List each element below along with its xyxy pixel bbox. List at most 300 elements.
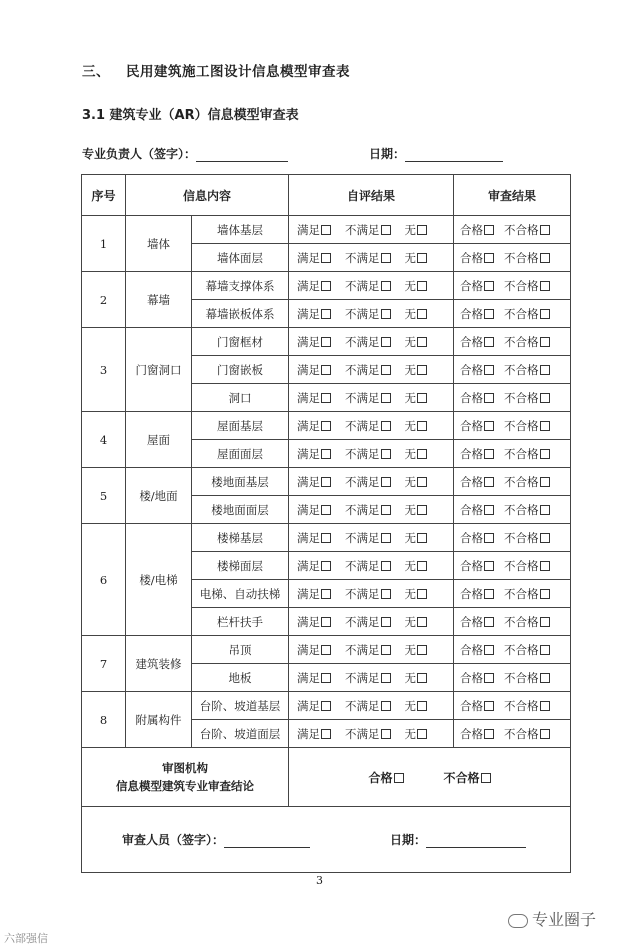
- checkbox-icon[interactable]: [381, 505, 391, 515]
- none-option[interactable]: [405, 446, 428, 462]
- checkbox-icon[interactable]: [540, 505, 550, 515]
- checkbox-icon[interactable]: [417, 645, 427, 655]
- review-cell: [454, 328, 571, 356]
- checkbox-icon[interactable]: [381, 309, 391, 319]
- self-eval-cell: [289, 608, 454, 636]
- review-cell: [454, 384, 571, 412]
- checkbox-icon[interactable]: [381, 449, 391, 459]
- checkbox-icon[interactable]: [484, 673, 494, 683]
- reviewer-sign-cell: [82, 807, 571, 873]
- checkbox-icon[interactable]: [321, 589, 331, 599]
- pass-option-label: 合格: [460, 418, 484, 433]
- none-option[interactable]: [405, 614, 428, 630]
- satisfied-option-label: 满足: [297, 726, 321, 741]
- checkbox-icon[interactable]: [484, 337, 494, 347]
- fail-option[interactable]: [504, 222, 550, 238]
- fail-option-label: 不合格: [504, 222, 539, 237]
- checkbox-icon[interactable]: [484, 365, 494, 375]
- category-name: 门窗洞口: [126, 328, 192, 412]
- fail-option[interactable]: [504, 530, 550, 546]
- pass-option[interactable]: [460, 670, 494, 686]
- checkbox-icon[interactable]: [540, 617, 550, 627]
- none-option[interactable]: [405, 698, 428, 714]
- pass-option-label: 合格: [460, 474, 484, 489]
- unsatisfied-option[interactable]: [345, 390, 391, 406]
- fail-option[interactable]: [504, 614, 550, 630]
- satisfied-option[interactable]: [297, 306, 331, 322]
- none-option[interactable]: [405, 726, 428, 742]
- checkbox-icon[interactable]: [417, 365, 427, 375]
- checkbox-icon[interactable]: [484, 477, 494, 487]
- satisfied-option-label: 满足: [297, 474, 321, 489]
- fail-option[interactable]: [504, 586, 550, 602]
- checkbox-icon[interactable]: [417, 477, 427, 487]
- checkbox-icon[interactable]: [321, 225, 331, 235]
- lead-date-line[interactable]: [405, 149, 503, 162]
- checkbox-icon[interactable]: [484, 393, 494, 403]
- checkbox-icon[interactable]: [540, 561, 550, 571]
- pass-option-label: 合格: [460, 670, 484, 685]
- fail-option[interactable]: [504, 334, 550, 350]
- pass-option-label: 合格: [460, 446, 484, 461]
- checkbox-icon[interactable]: [417, 393, 427, 403]
- fail-option[interactable]: [504, 558, 550, 574]
- satisfied-option-label: 满足: [297, 390, 321, 405]
- unsatisfied-option-label: 不满足: [345, 698, 380, 713]
- checkbox-icon[interactable]: [540, 645, 550, 655]
- unsatisfied-option[interactable]: [345, 586, 391, 602]
- section-title: 民用建筑施工图设计信息模型审查表: [126, 64, 350, 80]
- table-row: [82, 636, 571, 664]
- checkbox-icon[interactable]: [417, 309, 427, 319]
- none-option[interactable]: [405, 474, 428, 490]
- lead-signature-line[interactable]: [196, 149, 288, 162]
- fail-option[interactable]: [504, 726, 550, 742]
- reviewer-signature-line[interactable]: [224, 835, 310, 848]
- table-row: [82, 216, 571, 244]
- none-option[interactable]: [405, 530, 428, 546]
- table-row: [82, 524, 571, 552]
- fail-option[interactable]: [504, 278, 550, 294]
- review-cell: [454, 440, 571, 468]
- table-row: [82, 692, 571, 720]
- none-option[interactable]: [405, 306, 428, 322]
- checkbox-icon[interactable]: [484, 617, 494, 627]
- checkbox-icon[interactable]: [321, 477, 331, 487]
- pass-option[interactable]: [460, 530, 494, 546]
- pass-option-label: 合格: [460, 726, 484, 741]
- category-name: 楼/地面: [126, 468, 192, 524]
- fail-option-label: 不合格: [504, 250, 539, 265]
- none-option-label: 无: [404, 530, 417, 545]
- self-eval-cell: [289, 244, 454, 272]
- checkbox-icon[interactable]: [540, 589, 550, 599]
- checkbox-icon[interactable]: [381, 421, 391, 431]
- checkbox-icon[interactable]: [484, 533, 494, 543]
- unsatisfied-option[interactable]: [345, 698, 391, 714]
- pass-option[interactable]: [460, 586, 494, 602]
- unsatisfied-option[interactable]: [345, 222, 391, 238]
- satisfied-option[interactable]: [297, 334, 331, 350]
- none-option-label: 无: [404, 222, 417, 237]
- checkbox-icon[interactable]: [321, 701, 331, 711]
- none-option[interactable]: [405, 558, 428, 574]
- pass-option-label: 合格: [460, 390, 484, 405]
- pass-option[interactable]: [460, 614, 494, 630]
- checkbox-icon[interactable]: [484, 253, 494, 263]
- pass-option[interactable]: [460, 642, 494, 658]
- conclusion-fail-option[interactable]: [444, 769, 491, 786]
- category-name: 屋面: [126, 412, 192, 468]
- fail-option[interactable]: [504, 502, 550, 518]
- checkbox-icon[interactable]: [381, 729, 391, 739]
- fail-option-label: 不合格: [504, 698, 539, 713]
- header-index: 序号: [82, 175, 126, 216]
- checkbox-icon[interactable]: [540, 337, 550, 347]
- table-row: [82, 412, 571, 440]
- item-name: 栏杆扶手: [192, 608, 289, 636]
- item-name: 电梯、自动扶梯: [192, 580, 289, 608]
- fail-option-label: 不合格: [504, 446, 539, 461]
- unsatisfied-option-label: 不满足: [345, 502, 380, 517]
- none-option[interactable]: [405, 642, 428, 658]
- row-index: 5: [82, 468, 126, 524]
- lead-date: [369, 145, 503, 162]
- fail-option[interactable]: [504, 418, 550, 434]
- lead-signature: [82, 145, 288, 162]
- checkbox-icon[interactable]: [417, 561, 427, 571]
- header-review: 审查结果: [454, 175, 571, 216]
- checkbox-icon[interactable]: [540, 421, 550, 431]
- checkbox-icon[interactable]: [381, 673, 391, 683]
- checkbox-icon[interactable]: [484, 225, 494, 235]
- checkbox-icon[interactable]: [484, 701, 494, 711]
- fail-option-label: 不合格: [504, 390, 539, 405]
- checkbox-icon[interactable]: [381, 225, 391, 235]
- pass-option[interactable]: [460, 278, 494, 294]
- satisfied-option[interactable]: [297, 502, 331, 518]
- pass-option-label: 合格: [460, 614, 484, 629]
- checkbox-icon[interactable]: [381, 253, 391, 263]
- chat-bubble-icon: [508, 914, 528, 928]
- pass-option-label: 合格: [460, 334, 484, 349]
- unsatisfied-option-label: 不满足: [345, 530, 380, 545]
- pass-option[interactable]: [460, 698, 494, 714]
- self-eval-cell: [289, 412, 454, 440]
- checkbox-icon[interactable]: [321, 393, 331, 403]
- none-option[interactable]: [405, 250, 428, 266]
- none-option[interactable]: [405, 390, 428, 406]
- unsatisfied-option[interactable]: [345, 418, 391, 434]
- checkbox-icon[interactable]: [484, 505, 494, 515]
- checkbox-icon[interactable]: [321, 309, 331, 319]
- table-row: [82, 468, 571, 496]
- checkbox-icon[interactable]: [321, 561, 331, 571]
- checkbox-icon[interactable]: [417, 533, 427, 543]
- unsatisfied-option-label: 不满足: [345, 278, 380, 293]
- item-name: 屋面面层: [192, 440, 289, 468]
- checkbox-icon[interactable]: [381, 281, 391, 291]
- checkbox-icon[interactable]: [540, 309, 550, 319]
- satisfied-option[interactable]: [297, 222, 331, 238]
- pass-option[interactable]: [460, 362, 494, 378]
- satisfied-option-label: 满足: [297, 306, 321, 321]
- checkbox-icon[interactable]: [381, 393, 391, 403]
- category-name: 墙体: [126, 216, 192, 272]
- checkbox-icon[interactable]: [481, 773, 491, 783]
- section-heading: [82, 60, 350, 80]
- item-name: 楼梯面层: [192, 552, 289, 580]
- checkbox-icon[interactable]: [540, 729, 550, 739]
- pass-option[interactable]: [460, 334, 494, 350]
- checkbox-icon[interactable]: [321, 729, 331, 739]
- checkbox-icon[interactable]: [540, 393, 550, 403]
- none-option-label: 无: [404, 642, 417, 657]
- checkbox-icon[interactable]: [417, 281, 427, 291]
- checkbox-icon[interactable]: [417, 729, 427, 739]
- fail-option[interactable]: [504, 670, 550, 686]
- satisfied-option[interactable]: [297, 530, 331, 546]
- checkbox-icon[interactable]: [484, 645, 494, 655]
- unsatisfied-option[interactable]: [345, 502, 391, 518]
- review-cell: [454, 720, 571, 748]
- checkbox-icon[interactable]: [484, 729, 494, 739]
- checkbox-icon[interactable]: [321, 449, 331, 459]
- pass-option[interactable]: [460, 446, 494, 462]
- fail-option[interactable]: [504, 362, 550, 378]
- pass-option[interactable]: [460, 222, 494, 238]
- fail-option[interactable]: [504, 250, 550, 266]
- satisfied-option[interactable]: [297, 418, 331, 434]
- conclusion-options: [289, 748, 571, 807]
- review-cell: [454, 216, 571, 244]
- none-option[interactable]: [405, 278, 428, 294]
- none-option[interactable]: [405, 222, 428, 238]
- satisfied-option[interactable]: [297, 362, 331, 378]
- row-index: 4: [82, 412, 126, 468]
- none-option[interactable]: [405, 334, 428, 350]
- unsatisfied-option[interactable]: [345, 446, 391, 462]
- unsatisfied-option[interactable]: [345, 642, 391, 658]
- checkbox-icon[interactable]: [381, 701, 391, 711]
- reviewer-date-line[interactable]: [426, 835, 526, 848]
- pass-option[interactable]: [460, 418, 494, 434]
- reviewer-sign-row: [82, 807, 571, 873]
- checkbox-icon[interactable]: [484, 561, 494, 571]
- unsatisfied-option[interactable]: [345, 530, 391, 546]
- conclusion-line2: 信息模型建筑专业审查结论: [116, 779, 254, 793]
- checkbox-icon[interactable]: [417, 589, 427, 599]
- checkbox-icon[interactable]: [381, 589, 391, 599]
- fail-option[interactable]: [504, 474, 550, 490]
- unsatisfied-option-label: 不满足: [345, 334, 380, 349]
- checkbox-icon[interactable]: [381, 477, 391, 487]
- self-eval-cell: [289, 468, 454, 496]
- satisfied-option[interactable]: [297, 642, 331, 658]
- unsatisfied-option[interactable]: [345, 250, 391, 266]
- checkbox-icon[interactable]: [394, 773, 404, 783]
- checkbox-icon[interactable]: [417, 337, 427, 347]
- checkbox-icon[interactable]: [381, 533, 391, 543]
- watermark-brand-text: 专业圈子: [532, 910, 597, 929]
- review-cell: [454, 524, 571, 552]
- checkbox-icon[interactable]: [321, 421, 331, 431]
- checkbox-icon[interactable]: [417, 421, 427, 431]
- review-cell: [454, 300, 571, 328]
- checkbox-icon[interactable]: [417, 505, 427, 515]
- checkbox-icon[interactable]: [484, 281, 494, 291]
- unsatisfied-option[interactable]: [345, 726, 391, 742]
- fail-option-label: 不合格: [504, 474, 539, 489]
- unsatisfied-option-label: 不满足: [345, 390, 380, 405]
- none-option[interactable]: [405, 362, 428, 378]
- self-eval-cell: [289, 580, 454, 608]
- conclusion-label: [82, 748, 289, 807]
- unsatisfied-option[interactable]: [345, 362, 391, 378]
- review-cell: [454, 496, 571, 524]
- pass-option-label: 合格: [460, 586, 484, 601]
- unsatisfied-option[interactable]: [345, 334, 391, 350]
- fail-option[interactable]: [504, 698, 550, 714]
- satisfied-option[interactable]: [297, 250, 331, 266]
- satisfied-option[interactable]: [297, 586, 331, 602]
- pass-option[interactable]: [460, 390, 494, 406]
- pass-option-label: 合格: [460, 250, 484, 265]
- fail-option[interactable]: [504, 390, 550, 406]
- none-option[interactable]: [405, 670, 428, 686]
- checkbox-icon[interactable]: [417, 617, 427, 627]
- category-name: 附属构件: [126, 692, 192, 748]
- pass-option-label: 合格: [460, 502, 484, 517]
- unsatisfied-option[interactable]: [345, 558, 391, 574]
- pass-option[interactable]: [460, 306, 494, 322]
- fail-option-label: 不合格: [504, 530, 539, 545]
- checkbox-icon[interactable]: [321, 337, 331, 347]
- pass-option[interactable]: [460, 502, 494, 518]
- checkbox-icon[interactable]: [321, 645, 331, 655]
- satisfied-option-label: 满足: [297, 250, 321, 265]
- self-eval-cell: [289, 524, 454, 552]
- satisfied-option[interactable]: [297, 446, 331, 462]
- checkbox-icon[interactable]: [417, 225, 427, 235]
- unsatisfied-option[interactable]: [345, 614, 391, 630]
- checkbox-icon[interactable]: [484, 421, 494, 431]
- checkbox-icon[interactable]: [540, 281, 550, 291]
- unsatisfied-option[interactable]: [345, 474, 391, 490]
- satisfied-option[interactable]: [297, 698, 331, 714]
- review-cell: [454, 552, 571, 580]
- checkbox-icon[interactable]: [417, 701, 427, 711]
- conclusion-pass-option[interactable]: [369, 769, 404, 786]
- checkbox-icon[interactable]: [417, 673, 427, 683]
- pass-option[interactable]: [460, 726, 494, 742]
- checkbox-icon[interactable]: [540, 673, 550, 683]
- satisfied-option[interactable]: [297, 670, 331, 686]
- checkbox-icon[interactable]: [540, 365, 550, 375]
- none-option[interactable]: [405, 586, 428, 602]
- checkbox-icon[interactable]: [321, 533, 331, 543]
- satisfied-option[interactable]: [297, 558, 331, 574]
- unsatisfied-option-label: 不满足: [345, 558, 380, 573]
- pass-option[interactable]: [460, 250, 494, 266]
- pass-option-label: 合格: [460, 278, 484, 293]
- pass-option-label: 合格: [460, 698, 484, 713]
- fail-option-label: 不合格: [504, 502, 539, 517]
- none-option-label: 无: [404, 558, 417, 573]
- fail-option[interactable]: [504, 306, 550, 322]
- self-eval-cell: [289, 384, 454, 412]
- review-cell: [454, 356, 571, 384]
- checkbox-icon[interactable]: [540, 225, 550, 235]
- none-option-label: 无: [404, 418, 417, 433]
- checkbox-icon[interactable]: [484, 309, 494, 319]
- unsatisfied-option[interactable]: [345, 278, 391, 294]
- checkbox-icon[interactable]: [417, 253, 427, 263]
- item-name: 墙体面层: [192, 244, 289, 272]
- header-content: 信息内容: [126, 175, 289, 216]
- unsatisfied-option-label: 不满足: [345, 614, 380, 629]
- none-option[interactable]: [405, 502, 428, 518]
- checkbox-icon[interactable]: [381, 645, 391, 655]
- satisfied-option-label: 满足: [297, 446, 321, 461]
- unsatisfied-option[interactable]: [345, 306, 391, 322]
- checkbox-icon[interactable]: [484, 589, 494, 599]
- none-option[interactable]: [405, 418, 428, 434]
- checkbox-icon[interactable]: [540, 701, 550, 711]
- checkbox-icon[interactable]: [540, 477, 550, 487]
- checkbox-icon[interactable]: [321, 673, 331, 683]
- satisfied-option[interactable]: [297, 278, 331, 294]
- item-name: 门窗嵌板: [192, 356, 289, 384]
- checkbox-icon[interactable]: [381, 617, 391, 627]
- checkbox-icon[interactable]: [321, 281, 331, 291]
- none-option-label: 无: [404, 446, 417, 461]
- satisfied-option[interactable]: [297, 726, 331, 742]
- satisfied-option-label: 满足: [297, 530, 321, 545]
- pass-option[interactable]: [460, 474, 494, 490]
- row-index: 8: [82, 692, 126, 748]
- checkbox-icon[interactable]: [540, 253, 550, 263]
- page-number: 3: [316, 874, 323, 887]
- fail-option-label: 不合格: [504, 670, 539, 685]
- satisfied-option[interactable]: [297, 614, 331, 630]
- checkbox-icon[interactable]: [381, 561, 391, 571]
- row-index: 3: [82, 328, 126, 412]
- none-option-label: 无: [404, 614, 417, 629]
- pass-option[interactable]: [460, 558, 494, 574]
- fail-option[interactable]: [504, 642, 550, 658]
- satisfied-option[interactable]: [297, 474, 331, 490]
- checkbox-icon[interactable]: [321, 505, 331, 515]
- checkbox-icon[interactable]: [381, 365, 391, 375]
- checkbox-icon[interactable]: [381, 337, 391, 347]
- unsatisfied-option[interactable]: [345, 670, 391, 686]
- satisfied-option[interactable]: [297, 390, 331, 406]
- checkbox-icon[interactable]: [540, 533, 550, 543]
- checkbox-icon[interactable]: [321, 253, 331, 263]
- fail-option[interactable]: [504, 446, 550, 462]
- self-eval-cell: [289, 552, 454, 580]
- checkbox-icon[interactable]: [540, 449, 550, 459]
- checkbox-icon[interactable]: [484, 449, 494, 459]
- checkbox-icon[interactable]: [321, 365, 331, 375]
- checkbox-icon[interactable]: [321, 617, 331, 627]
- item-name: 楼地面基层: [192, 468, 289, 496]
- checkbox-icon[interactable]: [417, 449, 427, 459]
- none-option-label: 无: [404, 502, 417, 517]
- pass-option-label: 合格: [460, 642, 484, 657]
- unsatisfied-option-label: 不满足: [345, 418, 380, 433]
